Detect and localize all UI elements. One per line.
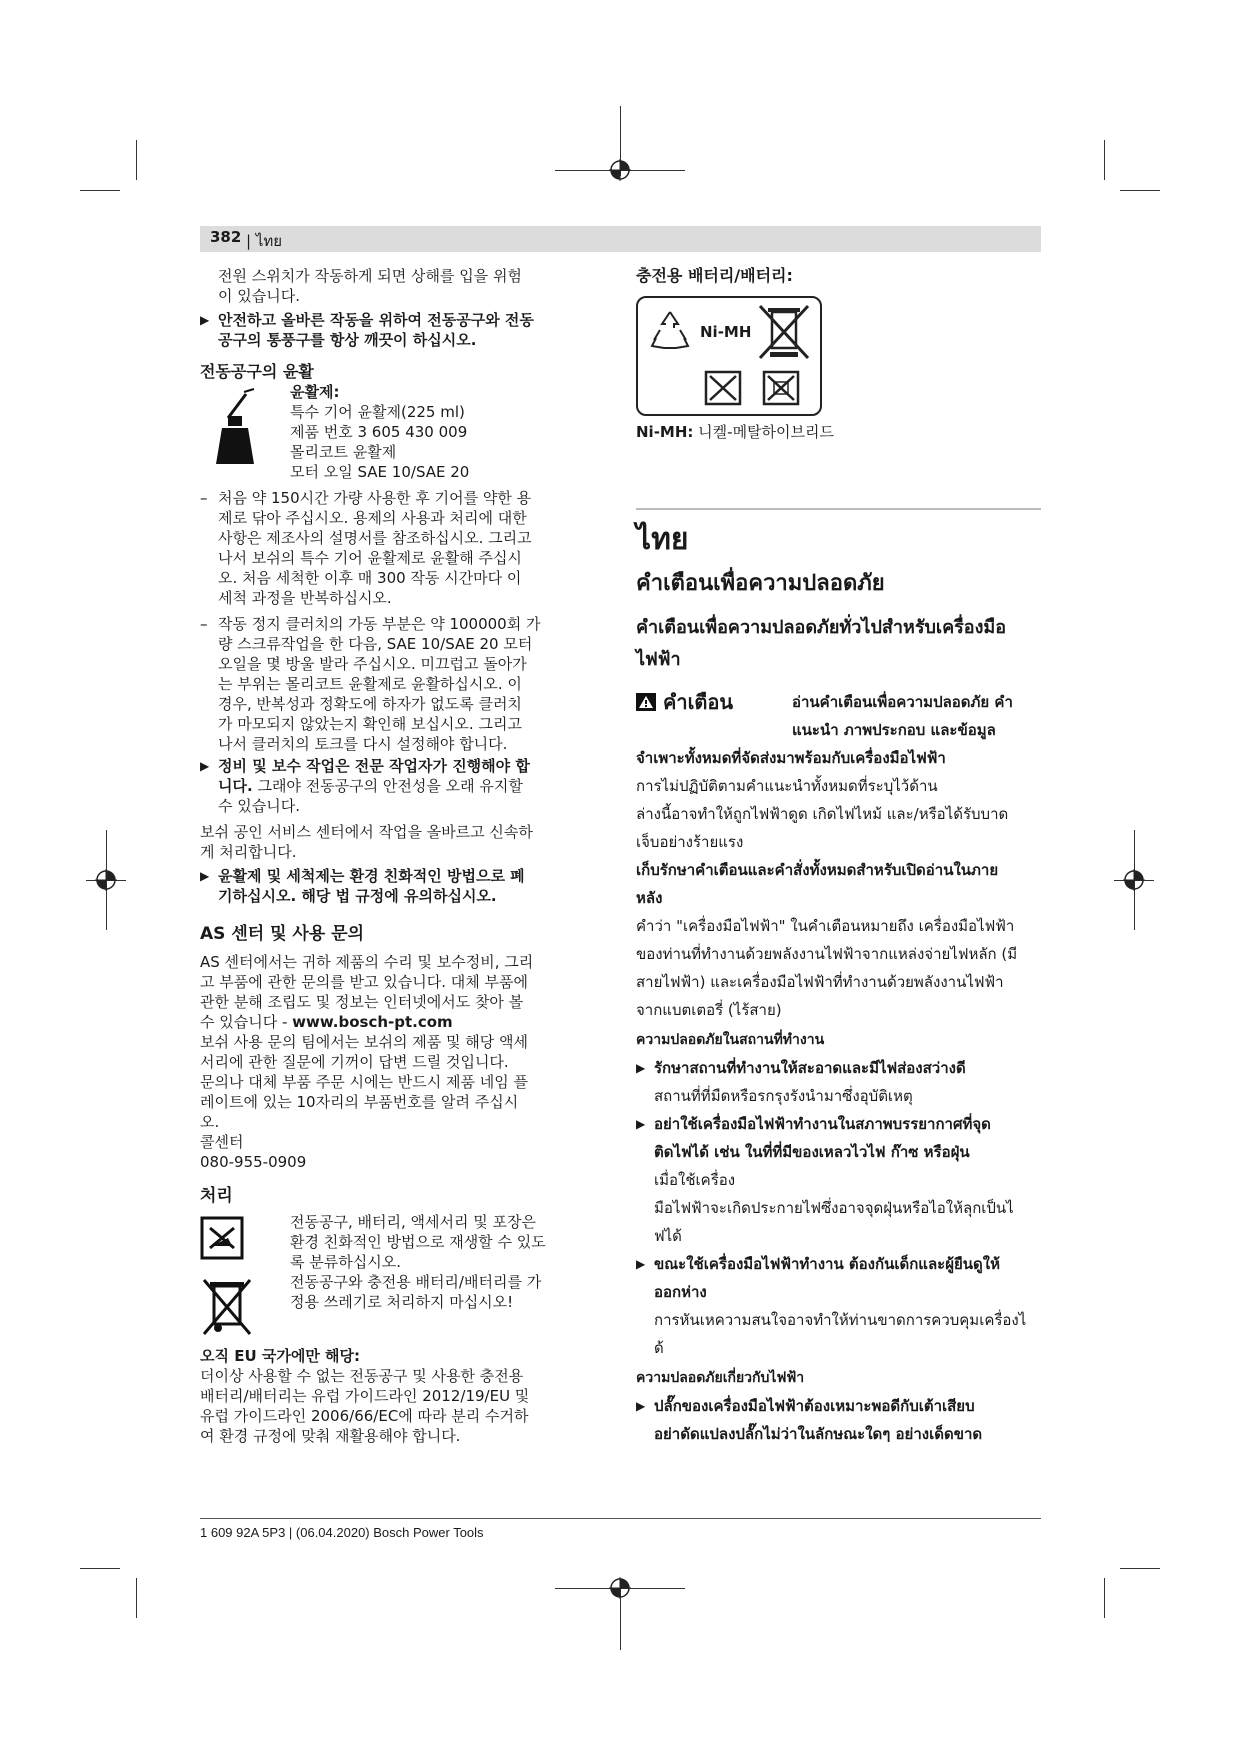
- bosch-url-link[interactable]: www.bosch-pt.com: [292, 1013, 453, 1031]
- disposal-block: [200, 1212, 610, 1340]
- arrow-bullet-icon: ▶: [200, 759, 210, 773]
- eu-title: 오직 EU 국가에만 해당:: [200, 1347, 361, 1365]
- section-name: ไทย: [255, 232, 283, 250]
- disposal-line: 전동공구와 충전용 배터리/배터리를 가: [290, 1273, 542, 1291]
- recycle-icon: [648, 308, 692, 352]
- section-title: 전동공구의 윤활: [200, 362, 314, 381]
- arrow-bullet-icon: ▶: [636, 1117, 646, 1131]
- warning-triangle-icon: [636, 693, 656, 711]
- bullet-text: 윤활제 및 세척제는 환경 친화적인 방법으로 폐: [218, 867, 525, 885]
- crossed-box-icon: [704, 370, 742, 406]
- bullet-item: [636, 1054, 1041, 1110]
- footer-divider: [200, 1518, 1041, 1519]
- disposal-line: 정용 쓰레기로 처리하지 마십시오!: [290, 1293, 514, 1311]
- warning-line: เจ็บอย่างร้ายแรง: [636, 833, 744, 851]
- dash-text: 사항은 제조사의 설명서를 참조하십시오. 그리고: [218, 529, 532, 547]
- bullet-text: เมื่อใช้เครื่อง: [654, 1171, 736, 1189]
- eu-line: 배터리/배터리는 유럽 가이드라인 2012/19/EU 및: [200, 1387, 530, 1405]
- dash-item: [200, 488, 610, 608]
- dash-text: 오. 처음 세척한 이후 매 300 작동 시간마다 이: [218, 569, 522, 587]
- dash-text: 나서 클러치의 토크를 다시 설정해야 합니다.: [218, 735, 508, 753]
- registration-mark-icon: [609, 159, 631, 181]
- bullet-item: [200, 310, 610, 350]
- term-line: ของท่านที่ทำงานด้วยพลังงานไฟฟ้าจากแหล่งจ่ายไฟหลัก (มี: [636, 945, 1018, 963]
- bullet-text: 안전하고 올바른 작동을 위하여 전동공구와 전동: [218, 311, 534, 329]
- as-line: 서리에 관한 질문에 기꺼이 답변 드릴 것입니다.: [200, 1053, 509, 1071]
- as-center-title: AS 센터 및 사용 문의: [200, 924, 365, 944]
- crop-mark: [80, 1568, 120, 1569]
- arrow-bullet-icon: ▶: [636, 1061, 646, 1075]
- nimh-bold: Ni-MH:: [636, 423, 694, 441]
- arrow-bullet-icon: ▶: [200, 869, 210, 883]
- lubricant-line: 모터 오일 SAE 10/SAE 20: [290, 463, 470, 481]
- warning-line: การไม่ปฏิบัติตามคำแนะนำทั้งหมดที่ระบุไว้ด้าน: [636, 777, 938, 795]
- nimh-desc: 니켈-메탈하이브리드: [693, 423, 834, 441]
- keep-line: หลัง: [636, 889, 663, 907]
- electrical-safety-title: ความปลอดภัยเกี่ยวกับไฟฟ้า: [636, 1370, 805, 1386]
- nimh-caption: [636, 422, 1041, 442]
- crossed-bin-icon: [756, 302, 812, 362]
- registration-mark-icon: [1123, 869, 1145, 891]
- work-safety-title: ความปลอดภัยในสถานที่ทำงาน: [636, 1032, 825, 1048]
- bullet-item: [200, 866, 610, 906]
- dash-item: [200, 614, 610, 754]
- term-line: คำว่า "เครื่องมือไฟฟ้า" ในคำเตือนหมายถึง เครื่องมือไฟฟ้า: [636, 917, 1015, 935]
- crop-mark: [136, 140, 137, 180]
- as-line: [200, 1012, 610, 1032]
- bullet-item: [200, 756, 610, 816]
- intro-line: 이 있습니다.: [218, 287, 300, 305]
- warning-block: [636, 688, 1041, 1448]
- warning-text: คำเตือน: [662, 690, 734, 714]
- bullet-text: สถานที่ที่มืดหรือรกรุงรังนำมาซึ่งอุบัติเหตุ: [654, 1087, 913, 1105]
- arrow-bullet-icon: ▶: [636, 1399, 646, 1413]
- as-line: 문의나 대체 부품 주문 시에는 반드시 제품 네임 플: [200, 1073, 528, 1091]
- recycle-packaging-icon: [200, 1216, 244, 1260]
- crop-mark: [1120, 190, 1160, 191]
- dash-marker: –: [200, 489, 208, 507]
- arrow-bullet-icon: ▶: [200, 313, 210, 327]
- bullet-text: ฟได้: [654, 1227, 682, 1245]
- as-line: 보쉬 사용 문의 팀에서는 보쉬의 제품 및 해당 액세: [200, 1033, 528, 1051]
- dash-text: 가 마모되지 않았는지 확인해 보십시오. 그리고: [218, 715, 522, 733]
- warning-label: [636, 688, 733, 716]
- bullet-text: 공구의 통풍구를 항상 깨끗이 하십시오.: [218, 331, 477, 349]
- thai-language-title: ไทย: [636, 522, 689, 557]
- crop-mark: [1104, 1578, 1105, 1618]
- intro-line: 전원 스위치가 작동하게 되면 상해를 입을 위험: [218, 267, 522, 285]
- registration-mark-icon: [609, 1577, 631, 1599]
- dash-text: 량 스크류작업을 한 다음, SAE 10/SAE 20 모터: [218, 635, 533, 653]
- disposal-line: 록 분류하십시오.: [290, 1253, 401, 1271]
- bullet-item: [636, 1392, 1041, 1448]
- as-line: 관한 분해 조립도 및 정보는 인터넷에서도 찾아 볼: [200, 993, 524, 1011]
- arrow-bullet-icon: ▶: [636, 1257, 646, 1271]
- bullet-text: รักษาสถานที่ทำงานให้สะอาดและมีไฟส่องสว่างดี: [654, 1059, 966, 1077]
- crop-mark: [1120, 1568, 1160, 1569]
- bullet-text: อย่าใช้เครื่องมือไฟฟ้าทำงานในสภาพบรรยากาศที่จุด: [654, 1115, 991, 1133]
- section-label: | ไทย: [246, 232, 283, 250]
- warning-line: ล่างนี้อาจทำให้ถูกไฟฟ้าดูด เกิดไฟไหม้ และ/หรือได้รับบาด: [636, 805, 1009, 823]
- bullet-text: ติดไฟได้ เช่น ในที่ที่มีของเหลวไวไฟ ก๊าซ หรือฝุ่น: [654, 1143, 970, 1161]
- crop-mark: [80, 190, 120, 191]
- left-column: [200, 266, 610, 1446]
- dash-text: 나서 보쉬의 특수 기어 윤활제로 윤활해 주십시: [218, 549, 522, 567]
- keep-line: เก็บรักษาคำเตือนและคำสั่งทั้งหมดสำหรับเปิดอ่านในภาย: [636, 861, 999, 879]
- as-line: 고 부품에 관한 문의를 받고 있습니다. 대체 부품에: [200, 973, 528, 991]
- bullet-item: [636, 1110, 1041, 1250]
- crossed-box-icon: [762, 370, 800, 406]
- battery-title: 충전용 배터리/배터리:: [636, 266, 793, 285]
- lubricant-block: [200, 382, 610, 488]
- warning-line: แนะนำ ภาพประกอบ และข้อมูล: [792, 721, 996, 739]
- bullet-text: มือไฟฟ้าจะเกิดประกายไฟซึ่งอาจจุดฝุ่นหรือไอให้ลุกเป็นไ: [654, 1199, 1014, 1217]
- bullet-text: ด้: [654, 1339, 664, 1357]
- disposal-line: 전동공구, 배터리, 액세서리 및 포장은: [290, 1213, 536, 1231]
- lubricant-label: 윤활제:: [290, 383, 340, 401]
- battery-symbol-box: [636, 296, 822, 416]
- crop-mark: [136, 1578, 137, 1618]
- eu-line: 유럽 가이드라인 2006/66/EC에 따라 분리 수거하: [200, 1407, 529, 1425]
- term-line: จากแบตเตอรี่ (ไร้สาย): [636, 1001, 782, 1019]
- eu-line: 더이상 사용할 수 없는 전동공구 및 사용한 충전용: [200, 1367, 524, 1385]
- section-divider: [636, 508, 1041, 510]
- page-footer: 1 609 92A 5P3 | (06.04.2020) Bosch Power Tools: [200, 1525, 484, 1540]
- as-line: 오.: [200, 1113, 220, 1131]
- bullet-text: ปลั๊กของเครื่องมือไฟฟ้าต้องเหมาะพอดีกับเต้าเสียบ: [654, 1397, 975, 1415]
- bullet-text: 니다.: [218, 777, 253, 795]
- dash-text: 오일을 몇 방울 발라 주십시오. 미끄럽고 돌아가: [218, 655, 527, 673]
- crossed-bin-icon: [200, 1276, 254, 1340]
- general-safety-title: คำเตือนเพื่อความปลอดภัยทั่วไปสำหรับเครื่องมือ: [636, 617, 1007, 638]
- service-line: 게 처리합니다.: [200, 843, 297, 861]
- nimh-symbol-label: Ni-MH: [700, 323, 752, 341]
- warning-line: จำเพาะทั้งหมดที่จัดส่งมาพร้อมกับเครื่องมือไฟฟ้า: [636, 749, 946, 767]
- as-line: AS 센터에서는 귀하 제품의 수리 및 보수정비, 그리: [200, 953, 534, 971]
- dash-text: 세척 과정을 반복하십시오.: [218, 589, 392, 607]
- registration-mark-icon: [95, 869, 117, 891]
- bullet-text: 수 있습니다.: [218, 797, 300, 815]
- page-header: [200, 226, 1041, 252]
- oil-can-icon: [208, 388, 258, 466]
- as-line: 레이트에 있는 10자리의 부품번호를 알려 주십시: [200, 1093, 519, 1111]
- lubricant-line: 몰리코트 윤활제: [290, 443, 397, 461]
- right-column: [636, 266, 1041, 1448]
- bullet-text: ขณะใช้เครื่องมือไฟฟ้าทำงาน ต้องกันเด็กและผู้ยืนดูให้: [654, 1255, 1000, 1273]
- bullet-text: 그래야 전동공구의 안전성을 오래 유지할: [252, 777, 523, 795]
- lubricant-line: 특수 기어 윤활제(225 ml): [290, 403, 465, 421]
- bullet-text: อย่าดัดแปลงปลั๊กไม่ว่าในลักษณะใดๆ อย่างเด็ดขาด: [654, 1425, 983, 1443]
- disposal-line: 환경 친화적인 방법으로 재생할 수 있도: [290, 1233, 546, 1251]
- dash-text: 처음 약 150시간 가량 사용한 후 기어를 약한 용: [218, 489, 532, 507]
- bullet-text: 정비 및 보수 작업은 전문 작업자가 진행해야 합: [218, 757, 530, 775]
- dash-text: 작동 정지 클러치의 가동 부분은 약 100000회 가: [218, 615, 541, 633]
- safety-title: คำเตือนเพื่อความปลอดภัย: [636, 571, 885, 596]
- call-center-number: 080-955-0909: [200, 1153, 307, 1171]
- general-safety-title: ไฟฟ้า: [636, 649, 681, 670]
- bullet-text: การหันเหความสนใจอาจทำให้ท่านขาดการควบคุมเครื่องไ: [654, 1311, 1027, 1329]
- call-center-label: 콜센터: [200, 1133, 244, 1151]
- lubricant-details: [290, 382, 469, 482]
- disposal-text-1: [290, 1212, 546, 1312]
- dash-text: 경우, 반복성과 정확도에 하자가 없도록 클러치: [218, 695, 522, 713]
- disposal-title: 처리: [200, 1186, 233, 1206]
- eu-line: 여 환경 규정에 맞춰 재활용해야 합니다.: [200, 1427, 461, 1445]
- dash-marker: –: [200, 615, 208, 633]
- dash-text: 제로 닦아 주십시오. 용제의 사용과 처리에 대한: [218, 509, 527, 527]
- lubricant-line: 제품 번호 3 605 430 009: [290, 423, 468, 441]
- crop-mark: [1104, 140, 1105, 180]
- service-line: 보쉬 공인 서비스 센터에서 작업을 올바르고 신속하: [200, 823, 533, 841]
- bullet-text: 기하십시오. 해당 법 규정에 유의하십시오.: [218, 887, 497, 905]
- bullet-text: ออกห่าง: [654, 1283, 707, 1301]
- as-url-prefix: 수 있습니다 -: [200, 1013, 293, 1031]
- bullet-item: [636, 1250, 1041, 1362]
- page-number: 382: [210, 228, 242, 246]
- warning-line: อ่านคำเตือนเพื่อความปลอดภัย คำ: [792, 693, 1013, 711]
- term-line: สายไฟฟ้า) และเครื่องมือไฟฟ้าที่ทำงานด้วยพลังงานไฟฟ้า: [636, 973, 1004, 991]
- dash-text: 는 부위는 몰리코트 윤활제로 윤활하십시오. 이: [218, 675, 522, 693]
